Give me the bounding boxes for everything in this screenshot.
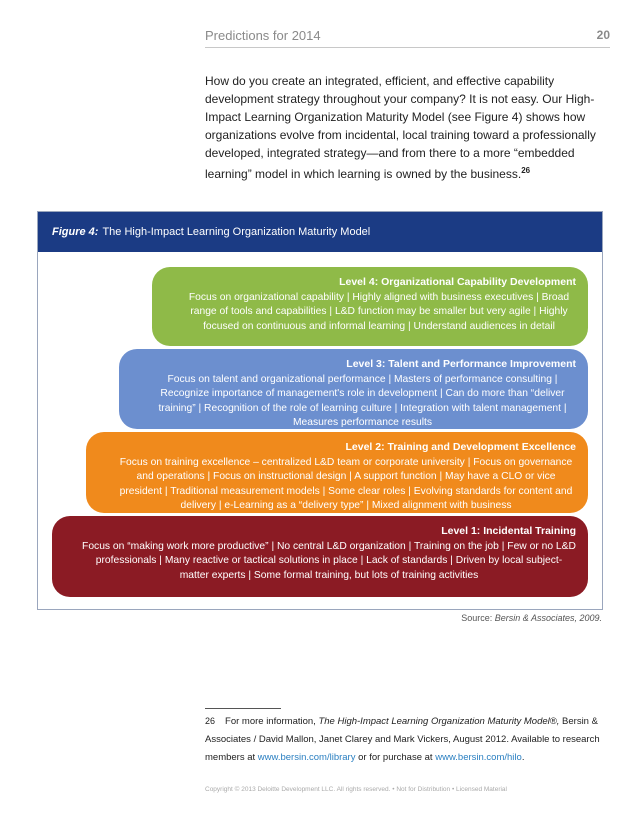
level-title: Level 1: Incidental Training — [441, 525, 576, 537]
footnote-ref[interactable]: 26 — [521, 166, 531, 175]
footnote-number: 26 — [205, 716, 216, 726]
footnote-body: Bersin & Associates / David Mallon, Janet Clarey and Mark Vickers, August 2012. Available to research members at — [205, 716, 600, 763]
level-title: Level 3: Talent and Performance Improvement — [346, 358, 576, 370]
header-divider — [205, 47, 610, 48]
footnote-title: The High-Impact Learning Organization Maturity Model®, — [318, 716, 560, 727]
level-title: Level 2: Training and Development Excellence — [345, 441, 576, 453]
source-label: Source: — [461, 613, 493, 623]
maturity-level-2 — [86, 432, 588, 513]
level-description: Focus on training excellence – centralized L&D team or corporate university | Focus on governance and operations | Focus on instructional design | A support function | May have a CLO or vice president | Traditional measurement models | Some clear roles | Evolving standards for content and delivery | e-Learning as a “delivery type” | Mixed alignment with business — [119, 456, 573, 511]
footnote — [205, 712, 605, 767]
figure-source — [461, 613, 602, 623]
level-description: Focus on organizational capability | Highly aligned with business executives | Broad range of tools and capabilities | L&D function may be smaller but very agile | Highly focused on continuous and informal learning | Understand audiences in detail — [188, 291, 570, 332]
hilo-link[interactable]: www.bersin.com/hilo — [435, 752, 522, 763]
level-title: Level 4: Organizational Capability Development — [339, 276, 576, 288]
maturity-level-1 — [52, 516, 588, 597]
footnote-divider — [205, 708, 281, 709]
figure-title: The High-Impact Learning Organization Maturity Model — [102, 226, 371, 238]
page-number: 20 — [596, 28, 610, 42]
level-description: Focus on talent and organizational performance | Masters of performance consulting | Recognize importance of management's role in development | Can do more than “deliver training” | Recognition of the role of learning culture | Integration with talent management | Measures performance results — [158, 373, 567, 428]
copyright-notice: Copyright © 2013 Deloitte Development LLC. All rights reserved. • Not for Distribution • Licensed Material — [205, 786, 507, 793]
maturity-level-3 — [119, 349, 588, 429]
intro-paragraph — [205, 72, 600, 183]
figure-panel — [37, 211, 603, 610]
footnote-end: . — [521, 752, 525, 763]
source-text: Bersin & Associates, 2009. — [494, 613, 602, 623]
footnote-prefix: For more information, — [225, 716, 316, 727]
intro-text: How do you create an integrated, efficient, and effective capability development strategy throughout your company? It is not easy. Our High-Impact Learning Organization Maturity Model (see Figure 4) shows how organizations evolve from incidental, local training toward a professionally developed, integrated strategy—and from there to a more “embedded learning” model in which learning is owned by the business. — [205, 74, 596, 181]
level-description: Focus on “making work more productive” | No central L&D organization | Training on the job | Few or no L&D professionals | Many reactive or tactical solutions in place | Lack of standards | Driven by local subject-matter experts | Some formal training, but lots of training activities — [82, 540, 576, 581]
maturity-level-4 — [152, 267, 588, 346]
figure-header — [38, 212, 602, 252]
footnote-middle: or for purchase at — [358, 752, 433, 763]
header-title: Predictions for 2014 — [205, 28, 321, 43]
figure-label: Figure 4: — [52, 226, 99, 238]
library-link[interactable]: www.bersin.com/library — [257, 752, 356, 763]
